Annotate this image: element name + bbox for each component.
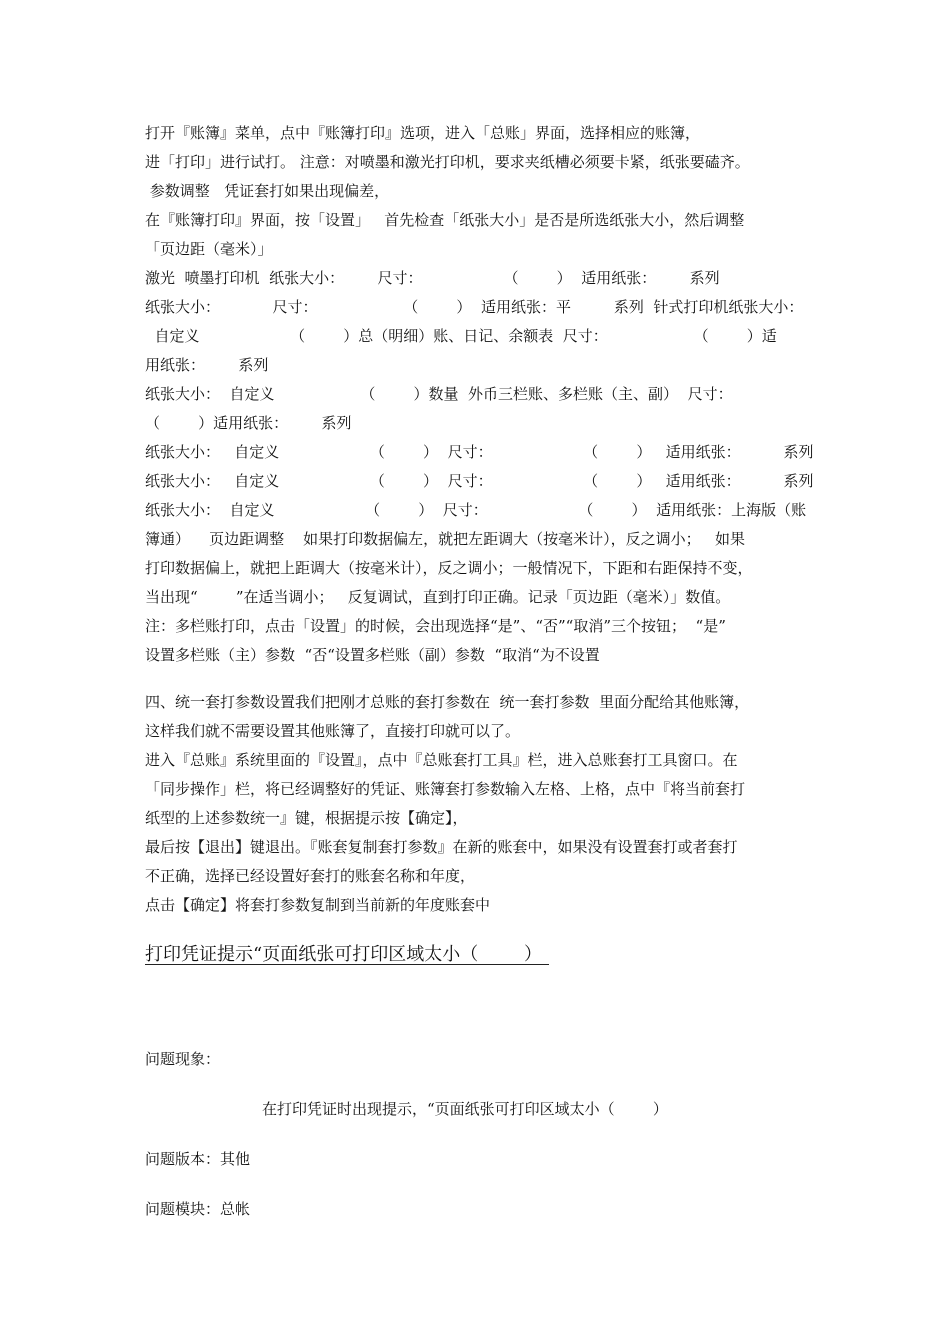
text-line: 进入『总账』系统里面的『设置』，点中『总账套打工具』栏，进入总账套打工具窗口。在 xyxy=(145,751,738,769)
problem-label: 问题现象： xyxy=(145,1050,221,1068)
text-line: 纸张大小： 自定义 （ ） 尺寸： （ ） 适用纸张： 系列 xyxy=(145,443,814,461)
text-line: 当出现“ ”在适当调小； 反复调试，直到打印正确。记录「页边距（毫米）」数值。 xyxy=(145,588,731,606)
text-line: 打印数据偏上，就把上距调大（按毫米计），反之调小；一般情况下，下距和右距保持不变， xyxy=(145,559,753,577)
text-line: 在『账簿打印』界面，按「设置」 首先检查「纸张大小」是否是所选纸张大小，然后调整 xyxy=(145,211,745,229)
section-heading: 打印凭证提示“页面纸张可打印区域太小（ ） xyxy=(145,944,542,965)
text-line: 不正确，选择已经设置好套打的账套名称和年度， xyxy=(145,867,476,885)
text-line: （ ）适用纸张： 系列 xyxy=(145,414,352,432)
text-line: 纸张大小： 自定义 （ ） 尺寸： （ ） 适用纸张：上海版（账 xyxy=(145,501,807,519)
text-line: 最后按【退出】键退出。『账套复制套打参数』在新的账套中，如果没有设置套打或者套打 xyxy=(145,838,738,856)
text-line: 「同步操作」栏，将已经调整好的凭证、账簿套打参数输入左格、上格，点中『将当前套打 xyxy=(145,780,746,798)
text-line: 纸张大小： 自定义 （ ） 尺寸： （ ） 适用纸张： 系列 xyxy=(145,472,814,490)
text-line: 纸张大小： 尺寸： （ ） 适用纸张：平 系列 针式打印机纸张大小： xyxy=(145,298,804,316)
text-line: 纸型的上述参数统一』键，根据提示按【确定】， xyxy=(145,809,468,827)
text-line: 这样我们就不需要设置其他账簿了，直接打印就可以了。 xyxy=(145,722,521,740)
text-line: 簿通） 页边距调整 如果打印数据偏左，就把左距调大（按毫米计），反之调小； 如果 xyxy=(145,530,745,548)
text-line: 用纸张： 系列 xyxy=(145,356,269,374)
text-line: 打开『账簿』菜单，点中『账簿打印』选项，进入「总账」界面，选择相应的账簿， xyxy=(145,124,701,142)
text-line: 点击【确定】将套打参数复制到当前新的年度账套中 xyxy=(145,896,491,914)
text-line: 进「打印」进行试打。 注意：对喷墨和激光打印机，要求夹纸槽必须要卡紧，纸张要磕齐。 xyxy=(145,153,750,171)
text-line: 自定义 （ ）总（明细）账、日记、余额表 尺寸： （ ）适 xyxy=(145,327,777,345)
text-line: 注：多栏账打印，点击「设置」的时候，会出现选择“是”、“否”“取消”三个按钮； “是” xyxy=(145,617,726,635)
text-line: 参数调整 凭证套打如果出现偏差， xyxy=(145,182,390,200)
text-line: 设置多栏账（主）参数 “否“设置多栏账（副）参数 “取消“为不设置 xyxy=(145,646,600,664)
heading-underline xyxy=(145,964,549,965)
text-line: 「页边距（毫米）」 xyxy=(145,240,273,258)
problem-version: 问题版本：其他 xyxy=(145,1150,251,1168)
problem-description: 在打印凭证时出现提示，“页面纸张可打印区域太小（ ） xyxy=(262,1100,668,1118)
text-line: 纸张大小： 自定义 （ ）数量 外币三栏账、多栏账（主、副） 尺寸： xyxy=(145,385,733,403)
text-line: 激光 喷墨打印机 纸张大小： 尺寸： （ ） 适用纸张： 系列 xyxy=(145,269,720,287)
text-line: 四、统一套打参数设置我们把刚才总账的套打参数在 统一套打参数 里面分配给其他账簿， xyxy=(145,693,750,711)
problem-module: 问题模块：总帐 xyxy=(145,1200,251,1218)
